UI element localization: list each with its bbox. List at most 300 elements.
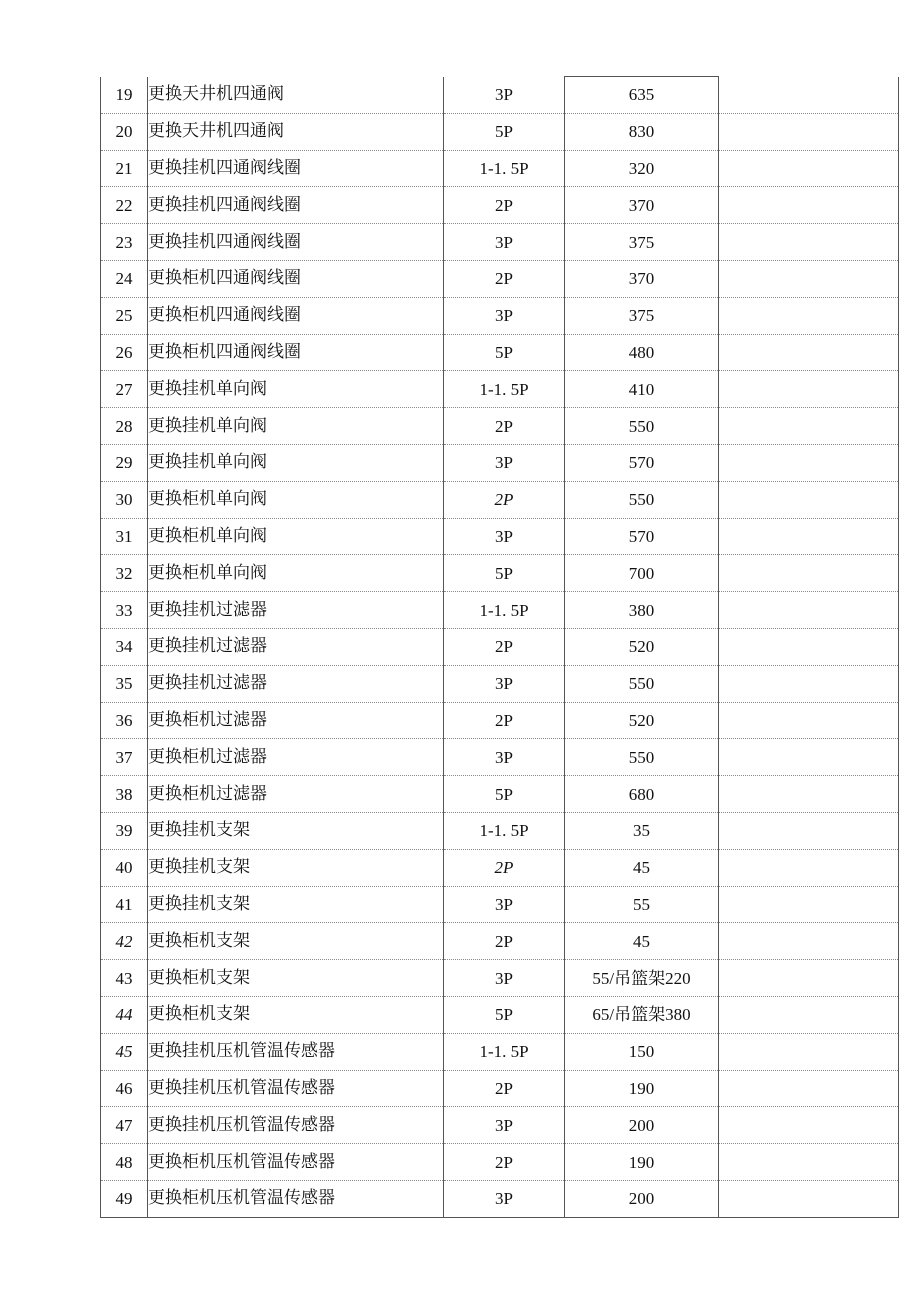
- row-number: [101, 444, 148, 481]
- price-value: [565, 444, 719, 481]
- repair-item-name: [148, 923, 444, 960]
- table-row: [101, 886, 899, 923]
- repair-item-name: [148, 739, 444, 776]
- repair-item-name: [148, 518, 444, 555]
- note-cell: [719, 628, 899, 665]
- note-cell: [719, 886, 899, 923]
- spec-value: [444, 481, 565, 518]
- price-value: [565, 408, 719, 445]
- table-row: [101, 702, 899, 739]
- repair-item-name-text: 更换挂机支架: [148, 857, 250, 878]
- price-value: [565, 1107, 719, 1144]
- spec-value-text: 3P: [495, 894, 513, 914]
- spec-value-text: 2P: [494, 858, 514, 878]
- note-cell: [719, 665, 899, 702]
- note-cell: [719, 776, 899, 813]
- repair-item-name: [148, 702, 444, 739]
- repair-item-name-text: 更换柜机四通阀线圈: [148, 305, 301, 326]
- repair-item-name: [148, 1107, 444, 1144]
- table-row: [101, 776, 899, 813]
- spec-value-text: 3P: [495, 1115, 513, 1135]
- row-number-text: 19: [115, 85, 133, 105]
- table-row: [101, 224, 899, 261]
- note-cell: [719, 297, 899, 334]
- row-number-text: 30: [115, 490, 133, 510]
- row-number: [101, 886, 148, 923]
- repair-item-name: [148, 1144, 444, 1181]
- price-value-text: 635: [628, 85, 655, 105]
- spec-value: [444, 960, 565, 997]
- price-value-text: 65/吊篮架380: [592, 1005, 691, 1025]
- row-number-text: 38: [115, 784, 133, 804]
- row-number: [101, 187, 148, 224]
- price-value: [565, 260, 719, 297]
- repair-item-name: [148, 1033, 444, 1070]
- price-value-text: 550: [628, 747, 655, 767]
- row-number-text: 37: [115, 747, 133, 767]
- table-row: [101, 1033, 899, 1070]
- price-value: [565, 996, 719, 1033]
- repair-item-name-text: 更换柜机压机管温传感器: [148, 1188, 335, 1209]
- row-number: [101, 960, 148, 997]
- table-row: [101, 812, 899, 849]
- repair-item-name: [148, 187, 444, 224]
- repair-item-name-text: 更换柜机过滤器: [148, 746, 267, 767]
- price-value: [565, 812, 719, 849]
- price-value-text: 700: [628, 563, 655, 583]
- table-row: [101, 1107, 899, 1144]
- repair-item-name-text: 更换天井机四通阀: [148, 121, 284, 142]
- repair-item-name-text: 更换柜机支架: [148, 930, 250, 951]
- spec-value-text: 3P: [495, 1189, 513, 1209]
- note-cell: [719, 702, 899, 739]
- note-cell: [719, 150, 899, 187]
- note-cell: [719, 849, 899, 886]
- row-number-text: 44: [115, 1005, 133, 1025]
- spec-value: [444, 150, 565, 187]
- spec-value: [444, 297, 565, 334]
- row-number-text: 45: [115, 1042, 133, 1062]
- spec-value-text: 3P: [495, 85, 513, 105]
- table-row: [101, 297, 899, 334]
- spec-value: [444, 77, 565, 114]
- note-cell: [719, 923, 899, 960]
- spec-value: [444, 1180, 565, 1217]
- table-body: [101, 77, 899, 1218]
- price-value: [565, 886, 719, 923]
- row-number-text: 26: [115, 342, 133, 362]
- spec-value-text: 1-1. 5P: [479, 158, 529, 178]
- table-row: [101, 260, 899, 297]
- row-number-text: 32: [115, 563, 133, 583]
- price-value-text: 370: [628, 195, 655, 215]
- spec-value-text: 5P: [495, 784, 513, 804]
- note-cell: [719, 187, 899, 224]
- note-cell: [719, 1180, 899, 1217]
- spec-value-text: 2P: [495, 1152, 513, 1172]
- spec-value: [444, 260, 565, 297]
- price-value: [565, 113, 719, 150]
- table-row: [101, 849, 899, 886]
- spec-value-text: 3P: [495, 453, 513, 473]
- spec-value-text: 2P: [495, 269, 513, 289]
- spec-value: [444, 113, 565, 150]
- table-row: [101, 665, 899, 702]
- spec-value-text: 2P: [494, 490, 514, 510]
- price-value-text: 150: [628, 1042, 655, 1062]
- note-cell: [719, 1107, 899, 1144]
- spec-value-text: 5P: [495, 122, 513, 142]
- price-value: [565, 1144, 719, 1181]
- repair-item-name-text: 更换柜机压机管温传感器: [148, 1151, 335, 1172]
- price-value: [565, 849, 719, 886]
- price-value-text: 55: [633, 894, 650, 914]
- price-value-text: 570: [628, 526, 655, 546]
- price-value-text: 35: [633, 821, 650, 841]
- spec-value-text: 5P: [495, 342, 513, 362]
- row-number-text: 24: [115, 269, 133, 289]
- table-row: [101, 1180, 899, 1217]
- row-number-text: 49: [115, 1189, 133, 1209]
- spec-value: [444, 371, 565, 408]
- row-number: [101, 113, 148, 150]
- price-value-text: 45: [633, 931, 650, 951]
- row-number: [101, 702, 148, 739]
- price-value: [565, 1033, 719, 1070]
- note-cell: [719, 371, 899, 408]
- row-number-text: 43: [115, 968, 133, 988]
- repair-item-name: [148, 849, 444, 886]
- repair-item-name-text: 更换挂机过滤器: [148, 673, 267, 694]
- row-number: [101, 371, 148, 408]
- price-value: [565, 628, 719, 665]
- repair-item-name-text: 更换柜机单向阀: [148, 562, 267, 583]
- repair-item-name: [148, 776, 444, 813]
- spec-value-text: 3P: [495, 526, 513, 546]
- price-value: [565, 518, 719, 555]
- spec-value-text: 3P: [495, 232, 513, 252]
- spec-value: [444, 444, 565, 481]
- row-number: [101, 77, 148, 114]
- price-value: [565, 150, 719, 187]
- price-value: [565, 592, 719, 629]
- spec-value: [444, 702, 565, 739]
- repair-item-name-text: 更换挂机四通阀线圈: [148, 231, 301, 252]
- price-value: [565, 224, 719, 261]
- table-row: [101, 371, 899, 408]
- repair-item-name: [148, 886, 444, 923]
- spec-value: [444, 886, 565, 923]
- repair-item-name-text: 更换柜机四通阀线圈: [148, 268, 301, 289]
- price-value-text: 200: [628, 1189, 655, 1209]
- note-cell: [719, 1033, 899, 1070]
- row-number-text: 41: [115, 894, 133, 914]
- row-number: [101, 592, 148, 629]
- price-value: [565, 665, 719, 702]
- price-value-text: 520: [628, 710, 655, 730]
- spec-value-text: 1-1. 5P: [479, 600, 529, 620]
- price-value-text: 410: [628, 379, 655, 399]
- price-value: [565, 297, 719, 334]
- row-number: [101, 1180, 148, 1217]
- repair-item-name-text: 更换柜机支架: [148, 967, 250, 988]
- row-number: [101, 297, 148, 334]
- row-number: [101, 849, 148, 886]
- table-row: [101, 150, 899, 187]
- row-number-text: 29: [115, 453, 133, 473]
- price-value-text: 200: [628, 1115, 655, 1135]
- spec-value-text: 1-1. 5P: [479, 821, 529, 841]
- repair-item-name: [148, 481, 444, 518]
- row-number-text: 39: [115, 821, 133, 841]
- spec-value-text: 2P: [495, 1078, 513, 1098]
- price-value-text: 375: [628, 232, 655, 252]
- price-value-text: 520: [628, 637, 655, 657]
- spec-value-text: 3P: [495, 674, 513, 694]
- repair-item-name-text: 更换挂机单向阀: [148, 378, 267, 399]
- repair-item-name-text: 更换挂机单向阀: [148, 415, 267, 436]
- table-row: [101, 444, 899, 481]
- price-value-text: 680: [628, 784, 655, 804]
- repair-item-name-text: 更换柜机单向阀: [148, 489, 267, 510]
- repair-item-name-text: 更换挂机四通阀线圈: [148, 157, 301, 178]
- spec-value: [444, 739, 565, 776]
- row-number: [101, 776, 148, 813]
- repair-item-name: [148, 150, 444, 187]
- spec-value: [444, 518, 565, 555]
- row-number: [101, 518, 148, 555]
- spec-value-text: 2P: [495, 416, 513, 436]
- price-value: [565, 960, 719, 997]
- repair-item-name-text: 更换挂机单向阀: [148, 452, 267, 473]
- price-value-text: 550: [628, 416, 655, 436]
- repair-item-name: [148, 812, 444, 849]
- note-cell: [719, 592, 899, 629]
- row-number-text: 33: [115, 600, 133, 620]
- repair-item-name: [148, 996, 444, 1033]
- spec-value: [444, 555, 565, 592]
- row-number-text: 22: [115, 195, 133, 215]
- note-cell: [719, 408, 899, 445]
- note-cell: [719, 555, 899, 592]
- row-number-text: 46: [115, 1078, 133, 1098]
- row-number: [101, 260, 148, 297]
- price-value: [565, 77, 719, 114]
- row-number-text: 48: [115, 1152, 133, 1172]
- repair-item-name-text: 更换柜机四通阀线圈: [148, 341, 301, 362]
- repair-item-name-text: 更换柜机过滤器: [148, 783, 267, 804]
- note-cell: [719, 113, 899, 150]
- price-value-text: 190: [628, 1152, 655, 1172]
- row-number: [101, 481, 148, 518]
- price-value-text: 550: [628, 490, 655, 510]
- table-row: [101, 555, 899, 592]
- row-number: [101, 408, 148, 445]
- repair-item-name: [148, 113, 444, 150]
- spec-value: [444, 1144, 565, 1181]
- table-row: [101, 481, 899, 518]
- spec-value-text: 2P: [495, 931, 513, 951]
- repair-item-name: [148, 260, 444, 297]
- spec-value-text: 2P: [495, 195, 513, 215]
- row-number-text: 25: [115, 306, 133, 326]
- note-cell: [719, 996, 899, 1033]
- row-number-text: 36: [115, 710, 133, 730]
- table-row: [101, 1070, 899, 1107]
- price-value: [565, 1070, 719, 1107]
- price-value: [565, 334, 719, 371]
- spec-value-text: 1-1. 5P: [479, 1042, 529, 1062]
- note-cell: [719, 960, 899, 997]
- repair-item-name-text: 更换挂机过滤器: [148, 636, 267, 657]
- row-number-text: 28: [115, 416, 133, 436]
- spec-value-text: 5P: [495, 1005, 513, 1025]
- row-number: [101, 334, 148, 371]
- spec-value: [444, 776, 565, 813]
- note-cell: [719, 1144, 899, 1181]
- row-number: [101, 628, 148, 665]
- repair-item-name: [148, 665, 444, 702]
- spec-value: [444, 408, 565, 445]
- repair-item-name-text: 更换挂机过滤器: [148, 599, 267, 620]
- row-number-text: 40: [115, 858, 133, 878]
- price-value: [565, 1180, 719, 1217]
- row-number: [101, 812, 148, 849]
- spec-value: [444, 628, 565, 665]
- table-row: [101, 408, 899, 445]
- price-value: [565, 187, 719, 224]
- table-row: [101, 996, 899, 1033]
- repair-item-name-text: 更换天井机四通阀: [148, 84, 284, 105]
- spec-value: [444, 923, 565, 960]
- table-row: [101, 1144, 899, 1181]
- price-value: [565, 739, 719, 776]
- note-cell: [719, 334, 899, 371]
- repair-item-name-text: 更换柜机过滤器: [148, 709, 267, 730]
- price-value-text: 370: [628, 269, 655, 289]
- repair-item-name: [148, 408, 444, 445]
- note-cell: [719, 739, 899, 776]
- spec-value-text: 1-1. 5P: [479, 379, 529, 399]
- spec-value-text: 3P: [495, 968, 513, 988]
- repair-item-name: [148, 628, 444, 665]
- price-value-text: 55/吊篮架220: [592, 968, 691, 988]
- row-number: [101, 923, 148, 960]
- spec-value: [444, 812, 565, 849]
- repair-item-name: [148, 334, 444, 371]
- repair-item-name-text: 更换柜机支架: [148, 1004, 250, 1025]
- spec-value: [444, 849, 565, 886]
- repair-item-name: [148, 555, 444, 592]
- repair-item-name-text: 更换柜机单向阀: [148, 525, 267, 546]
- note-cell: [719, 77, 899, 114]
- spec-value-text: 2P: [495, 710, 513, 730]
- spec-value: [444, 224, 565, 261]
- price-value-text: 570: [628, 453, 655, 473]
- repair-item-name-text: 更换挂机支架: [148, 893, 250, 914]
- price-value: [565, 702, 719, 739]
- price-value: [565, 481, 719, 518]
- row-number-text: 42: [115, 931, 133, 951]
- note-cell: [719, 812, 899, 849]
- row-number-text: 31: [115, 526, 133, 546]
- repair-item-name-text: 更换挂机压机管温传感器: [148, 1041, 335, 1062]
- row-number: [101, 996, 148, 1033]
- price-value: [565, 923, 719, 960]
- repair-item-name-text: 更换挂机四通阀线圈: [148, 194, 301, 215]
- table-row: [101, 518, 899, 555]
- row-number: [101, 150, 148, 187]
- row-number-text: 34: [115, 637, 133, 657]
- note-cell: [719, 260, 899, 297]
- price-value-text: 375: [628, 306, 655, 326]
- price-value-text: 190: [628, 1078, 655, 1098]
- row-number-text: 47: [115, 1115, 133, 1135]
- price-value: [565, 776, 719, 813]
- row-number: [101, 555, 148, 592]
- table-row: [101, 592, 899, 629]
- row-number: [101, 1107, 148, 1144]
- repair-item-name: [148, 592, 444, 629]
- spec-value: [444, 1033, 565, 1070]
- repair-item-name: [148, 960, 444, 997]
- price-value-text: 45: [633, 858, 650, 878]
- row-number: [101, 1144, 148, 1181]
- spec-value: [444, 996, 565, 1033]
- repair-item-name: [148, 224, 444, 261]
- price-value-text: 830: [628, 122, 655, 142]
- table-row: [101, 923, 899, 960]
- repair-item-name: [148, 444, 444, 481]
- price-value-text: 480: [628, 342, 655, 362]
- spec-value: [444, 334, 565, 371]
- note-cell: [719, 224, 899, 261]
- repair-item-name: [148, 371, 444, 408]
- row-number-text: 20: [115, 122, 133, 142]
- note-cell: [719, 1070, 899, 1107]
- spec-value: [444, 1107, 565, 1144]
- spec-value: [444, 187, 565, 224]
- price-value: [565, 371, 719, 408]
- repair-item-name: [148, 1180, 444, 1217]
- row-number-text: 27: [115, 379, 133, 399]
- table-row: [101, 113, 899, 150]
- repair-item-name-text: 更换挂机压机管温传感器: [148, 1114, 335, 1135]
- repair-item-name: [148, 297, 444, 334]
- table-row: [101, 739, 899, 776]
- table-row: [101, 187, 899, 224]
- spec-value-text: 5P: [495, 563, 513, 583]
- spec-value-text: 3P: [495, 747, 513, 767]
- spec-value: [444, 665, 565, 702]
- repair-item-name-text: 更换挂机压机管温传感器: [148, 1077, 335, 1098]
- repair-item-name: [148, 77, 444, 114]
- spec-value-text: 2P: [495, 637, 513, 657]
- note-cell: [719, 518, 899, 555]
- row-number-text: 21: [115, 158, 133, 178]
- table-row: [101, 960, 899, 997]
- row-number: [101, 1033, 148, 1070]
- note-cell: [719, 444, 899, 481]
- repair-item-name: [148, 1070, 444, 1107]
- repair-item-name-text: 更换挂机支架: [148, 820, 250, 841]
- table-row: [101, 628, 899, 665]
- row-number-text: 23: [115, 232, 133, 252]
- table-row: [101, 77, 899, 114]
- price-value: [565, 555, 719, 592]
- spec-value: [444, 1070, 565, 1107]
- price-value-text: 380: [628, 600, 655, 620]
